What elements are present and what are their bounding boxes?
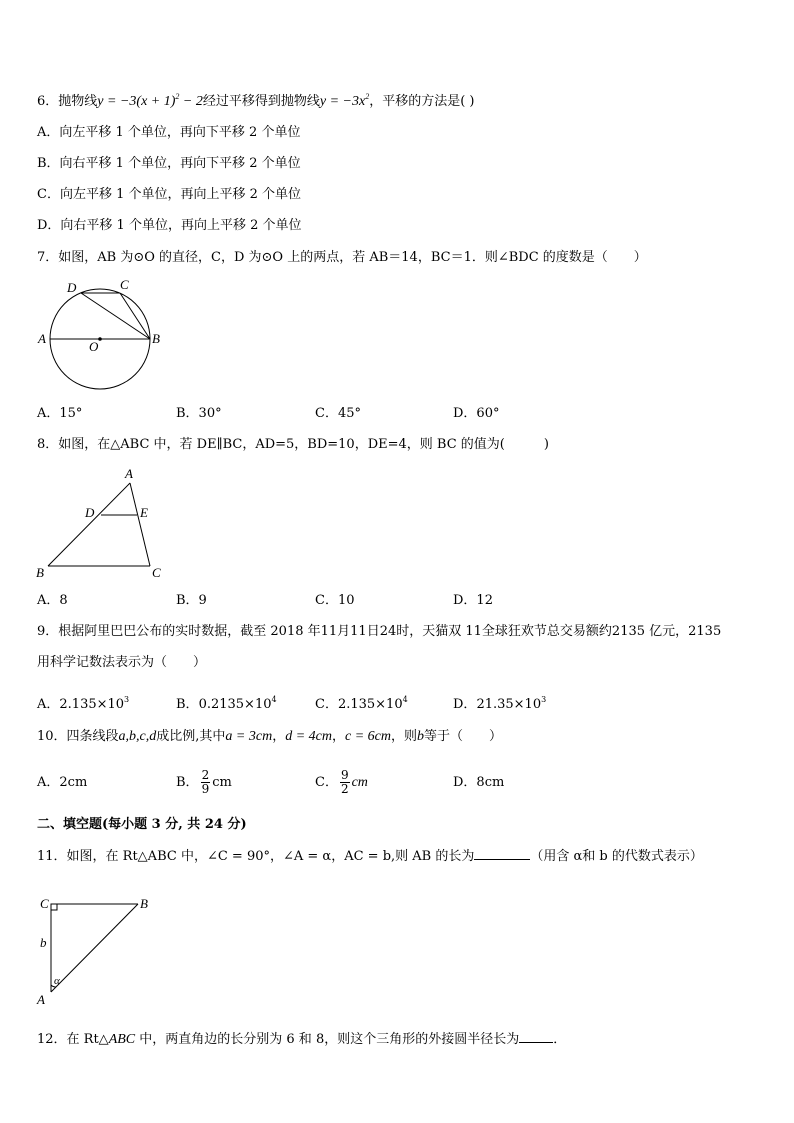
- q6-option-a[interactable]: A．向左平移 1 个单位，再向下平移 2 个单位: [37, 125, 301, 140]
- q9-stem-line1: 9．根据阿里巴巴公布的实时数据，截至 2018 年11月11日24时，天猫双 11全球狂欢节总交易额约2135 亿元，2135: [37, 624, 722, 639]
- q10-option-d[interactable]: D．8cm: [453, 775, 505, 790]
- q12-answer-blank[interactable]: [519, 1030, 553, 1043]
- q9-option-d[interactable]: D．$21.35\times 10^3$: [453, 695, 547, 712]
- q7-label-c: C: [120, 277, 129, 292]
- q7-label-d: D: [67, 280, 77, 295]
- q10-option-b[interactable]: B． $\frac{2}{9}$ cm: [176, 768, 232, 796]
- q11-right-triangle-figure: [34, 892, 154, 1012]
- q11-label-side-b: b: [40, 935, 47, 950]
- q7-option-a[interactable]: A．15°: [37, 406, 83, 421]
- q10-option-c[interactable]: C． $\frac{9}{2}$ cm: [315, 768, 368, 796]
- q8-stem: 8．如图，在△ABC 中，若 DE∥BC，AD=5，BD=10，DE=4，则 BC 的值为( ): [37, 437, 549, 452]
- q8-option-b[interactable]: B．9: [176, 593, 207, 608]
- q8-label-e: E: [140, 505, 148, 520]
- q7-label-b: B: [152, 331, 160, 346]
- q8-option-a[interactable]: A．8: [37, 593, 68, 608]
- q8-label-c: C: [152, 565, 161, 580]
- q8-label-b: B: [36, 565, 44, 580]
- q7-option-d[interactable]: D．60°: [453, 406, 500, 421]
- q10-stem: 10．四条线段a,b,c,d成比例,其中a = 3cm，d = 4cm，c = 6cm，则b等于（ ）: [37, 729, 503, 744]
- q8-label-a: A: [125, 466, 133, 481]
- q11-label-alpha: α: [54, 975, 60, 987]
- q9-option-c[interactable]: C．$2.135\times 10^4$: [315, 695, 408, 712]
- q6-formula-2: $y = -3x^2$: [319, 92, 370, 109]
- q6-option-c[interactable]: C．向左平移 1 个单位，再向上平移 2 个单位: [37, 187, 302, 202]
- q8-triangle-figure: [34, 463, 169, 583]
- q8-option-c[interactable]: C．10: [315, 593, 355, 608]
- q9-option-a[interactable]: A．$2.135\times 10^3$: [37, 695, 130, 712]
- q6-option-d[interactable]: D．向右平移 1 个单位，再向上平移 2 个单位: [37, 218, 302, 233]
- q11-label-a: A: [37, 992, 45, 1007]
- section-2-heading: 二、填空题(每小题 3 分, 共 24 分): [37, 817, 247, 832]
- q7-label-a: A: [38, 331, 46, 346]
- q7-stem: 7．如图，AB 为⊙O 的直径，C，D 为⊙O 上的两点，若 AB＝14，BC＝1．则∠BDC 的度数是（ ）: [37, 250, 647, 265]
- q6-option-b[interactable]: B．向右平移 1 个单位，再向下平移 2 个单位: [37, 156, 301, 171]
- q12-stem: 12．在 Rt△ABC 中，两直角边的长分别为 6 和 8，则这个三角形的外接圆半径长为 ．: [37, 1032, 567, 1047]
- q7-option-b[interactable]: B．30°: [176, 406, 222, 421]
- q11-label-c: C: [40, 896, 49, 911]
- q8-option-d[interactable]: D．12: [453, 593, 493, 608]
- q10-option-a[interactable]: A．2cm: [37, 775, 88, 790]
- q11-stem: 11．如图，在 Rt△ABC 中，∠C = 90°，∠A = α，AC = b,则 AB 的长为 （用含 α和 b 的代数式表示）: [37, 849, 703, 864]
- q7-circle-figure: [34, 276, 166, 396]
- q7-label-o: O: [89, 339, 99, 354]
- q6-formula-1: $y = -3(x + 1)^2 - 2$: [97, 92, 203, 109]
- q7-option-c[interactable]: C．45°: [315, 406, 361, 421]
- q9-option-b[interactable]: B．$0.2135\times 10^4$: [176, 695, 277, 712]
- q11-answer-blank[interactable]: [474, 847, 530, 860]
- q6-stem: 6．抛物线$y = -3(x + 1)^2 - 2$经过平移得到抛物线$y = -3x^2$，平移的方法是( ): [37, 92, 475, 109]
- q11-label-b: B: [140, 896, 148, 911]
- q8-label-d: D: [85, 505, 95, 520]
- q9-stem-line2: 用科学记数法表示为（ ）: [37, 655, 207, 670]
